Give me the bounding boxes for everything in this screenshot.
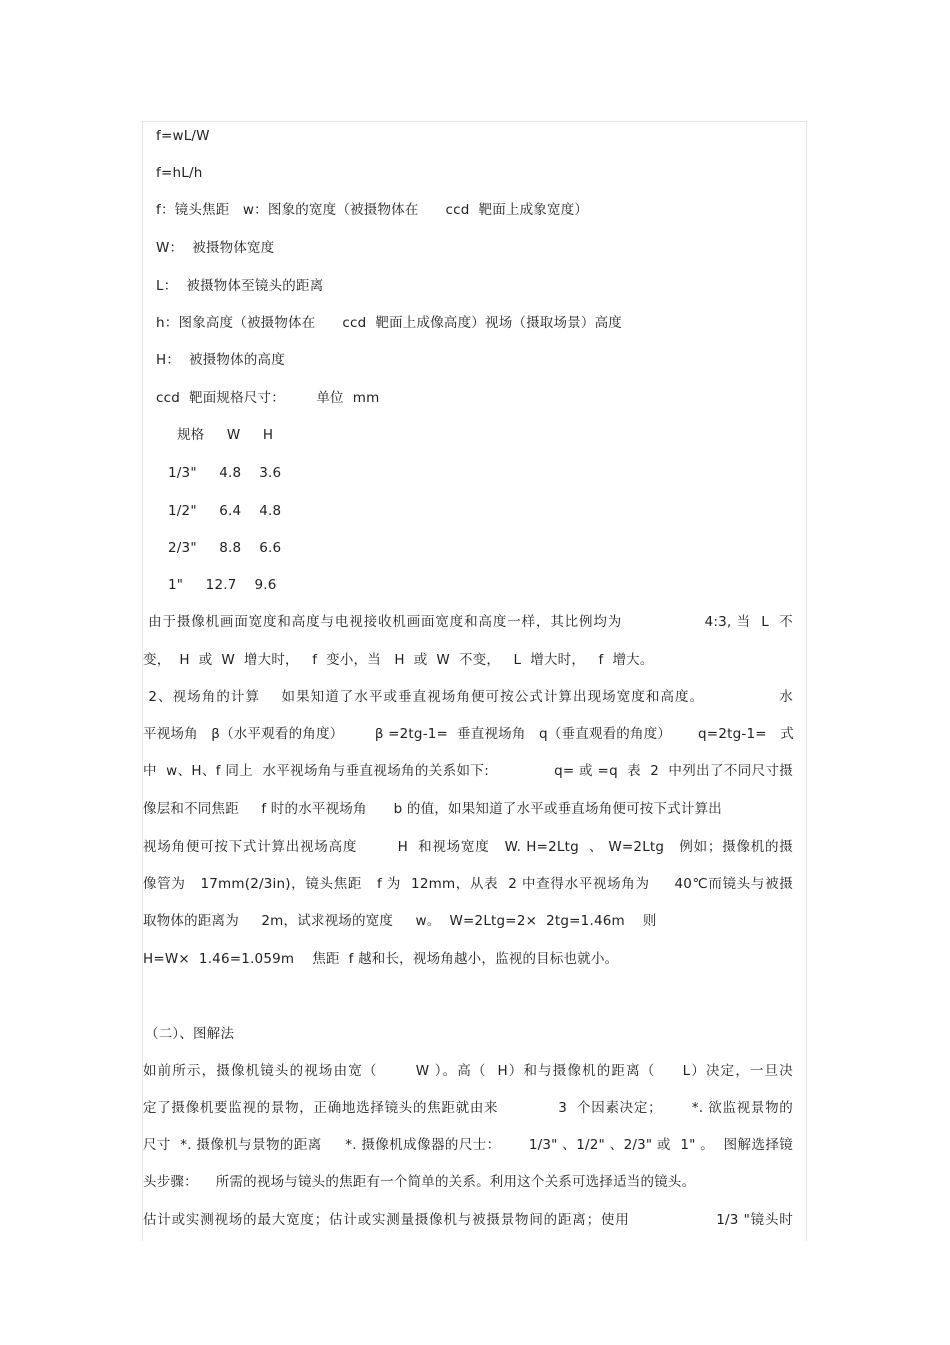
paragraph-line: H=W× 1.46=1.059m 焦距 f 越和长，视场角越小，监视的目标也就小。 bbox=[143, 951, 619, 967]
ccd-table-row: 1/3" 4.8 3.6 bbox=[168, 465, 282, 481]
paragraph-line: 由于摄像机画面宽度和高度与电视接收机画面宽度和高度一样，其比例均为 4:3, 当 L 不 bbox=[143, 614, 793, 630]
definition-L: L： 被摄物体至镜头的距离 bbox=[156, 278, 324, 294]
paragraph-line: 平视场角 β（水平观看的角度） β =2tg-1= 垂直视场角 q（垂直观看的角度） q=2tg-1= 式 bbox=[143, 726, 794, 742]
definition-h: h：图象高度（被摄物体在 ccd 靶面上成像高度）视场（摄取场景）高度 bbox=[156, 315, 622, 331]
section-line: 尺寸 *. 摄像机与景物的距离 *. 摄像机成像器的尺士： 1/3" 、1/2" 、2/3" 或 1" 。 图解选择镜 bbox=[143, 1137, 793, 1153]
section-line: 定了摄像机要监视的景物，正确地选择镜头的焦距就由来 3 个因素决定； *. 欲监视景物的 bbox=[143, 1100, 793, 1116]
section-line: 如前所示，摄像机镜头的视场由宽（ W ）。高（ H）和与摄像机的距离（ L）决定，一旦决 bbox=[143, 1063, 793, 1079]
paragraph-line: 2、视场角的计算 如果知道了水平或垂直视场角便可按公式计算出现场宽度和高度。 水 bbox=[143, 689, 793, 705]
section-line: 头步骤： 所需的视场与镜头的焦距有一个简单的关系。利用这个关系可选择适当的镜头。 bbox=[143, 1174, 696, 1190]
paragraph-line: 变， H 或 W 增大时， f 变小，当 H 或 W 不变， L 增大时， f 增大。 bbox=[143, 652, 654, 668]
paragraph-line: 中 w、H、f 同上 水平视场角与垂直视场角的关系如下: q= 或 =q 表 2 中列出了不同尺寸摄 bbox=[143, 763, 793, 779]
definition-W: W： 被摄物体宽度 bbox=[156, 240, 275, 256]
paragraph-line: 像管为 17mm(2/3in)，镜头焦距 f 为 12mm，从表 2 中查得水平视场角为 40℃而镜头与被摄 bbox=[143, 876, 793, 892]
ccd-table-row: 1/2" 6.4 4.8 bbox=[168, 503, 282, 519]
section-heading: （二）、图解法 bbox=[145, 1026, 235, 1042]
formula-focal-height: f=hL/h bbox=[156, 165, 203, 181]
definition-H: H： 被摄物体的高度 bbox=[156, 352, 285, 368]
paragraph-line: 取物体的距离为 2m，试求视场的宽度 w。 W=2Ltg=2× 2tg=1.46m 则 bbox=[143, 913, 657, 929]
ccd-table-row: 1" 12.7 9.6 bbox=[168, 577, 277, 593]
ccd-table-header: 规格 W H bbox=[168, 427, 274, 443]
ccd-table-caption: ccd 靶面规格尺寸： 单位 mm bbox=[156, 390, 380, 406]
paragraph-line: 像层和不同焦距 f 时的水平视场角 b 的值，如果知道了水平或垂直场角便可按下式计算出 bbox=[143, 801, 723, 817]
paragraph-line: 视场角便可按下式计算出视场高度 H 和视场宽度 W. H=2Ltg 、 W=2Ltg 例如；摄像机的摄 bbox=[143, 839, 793, 855]
section-line: 估计或实测视场的最大宽度；估计或实测量摄像机与被摄景物间的距离；使用 1/3 "镜头时 bbox=[143, 1212, 793, 1228]
ccd-table-row: 2/3" 8.8 6.6 bbox=[168, 540, 282, 556]
formula-focal-width: f=wL/W bbox=[156, 128, 210, 144]
definition-f-w: f：镜头焦距 w：图象的宽度（被摄物体在 ccd 靶面上成象宽度） bbox=[156, 202, 589, 218]
